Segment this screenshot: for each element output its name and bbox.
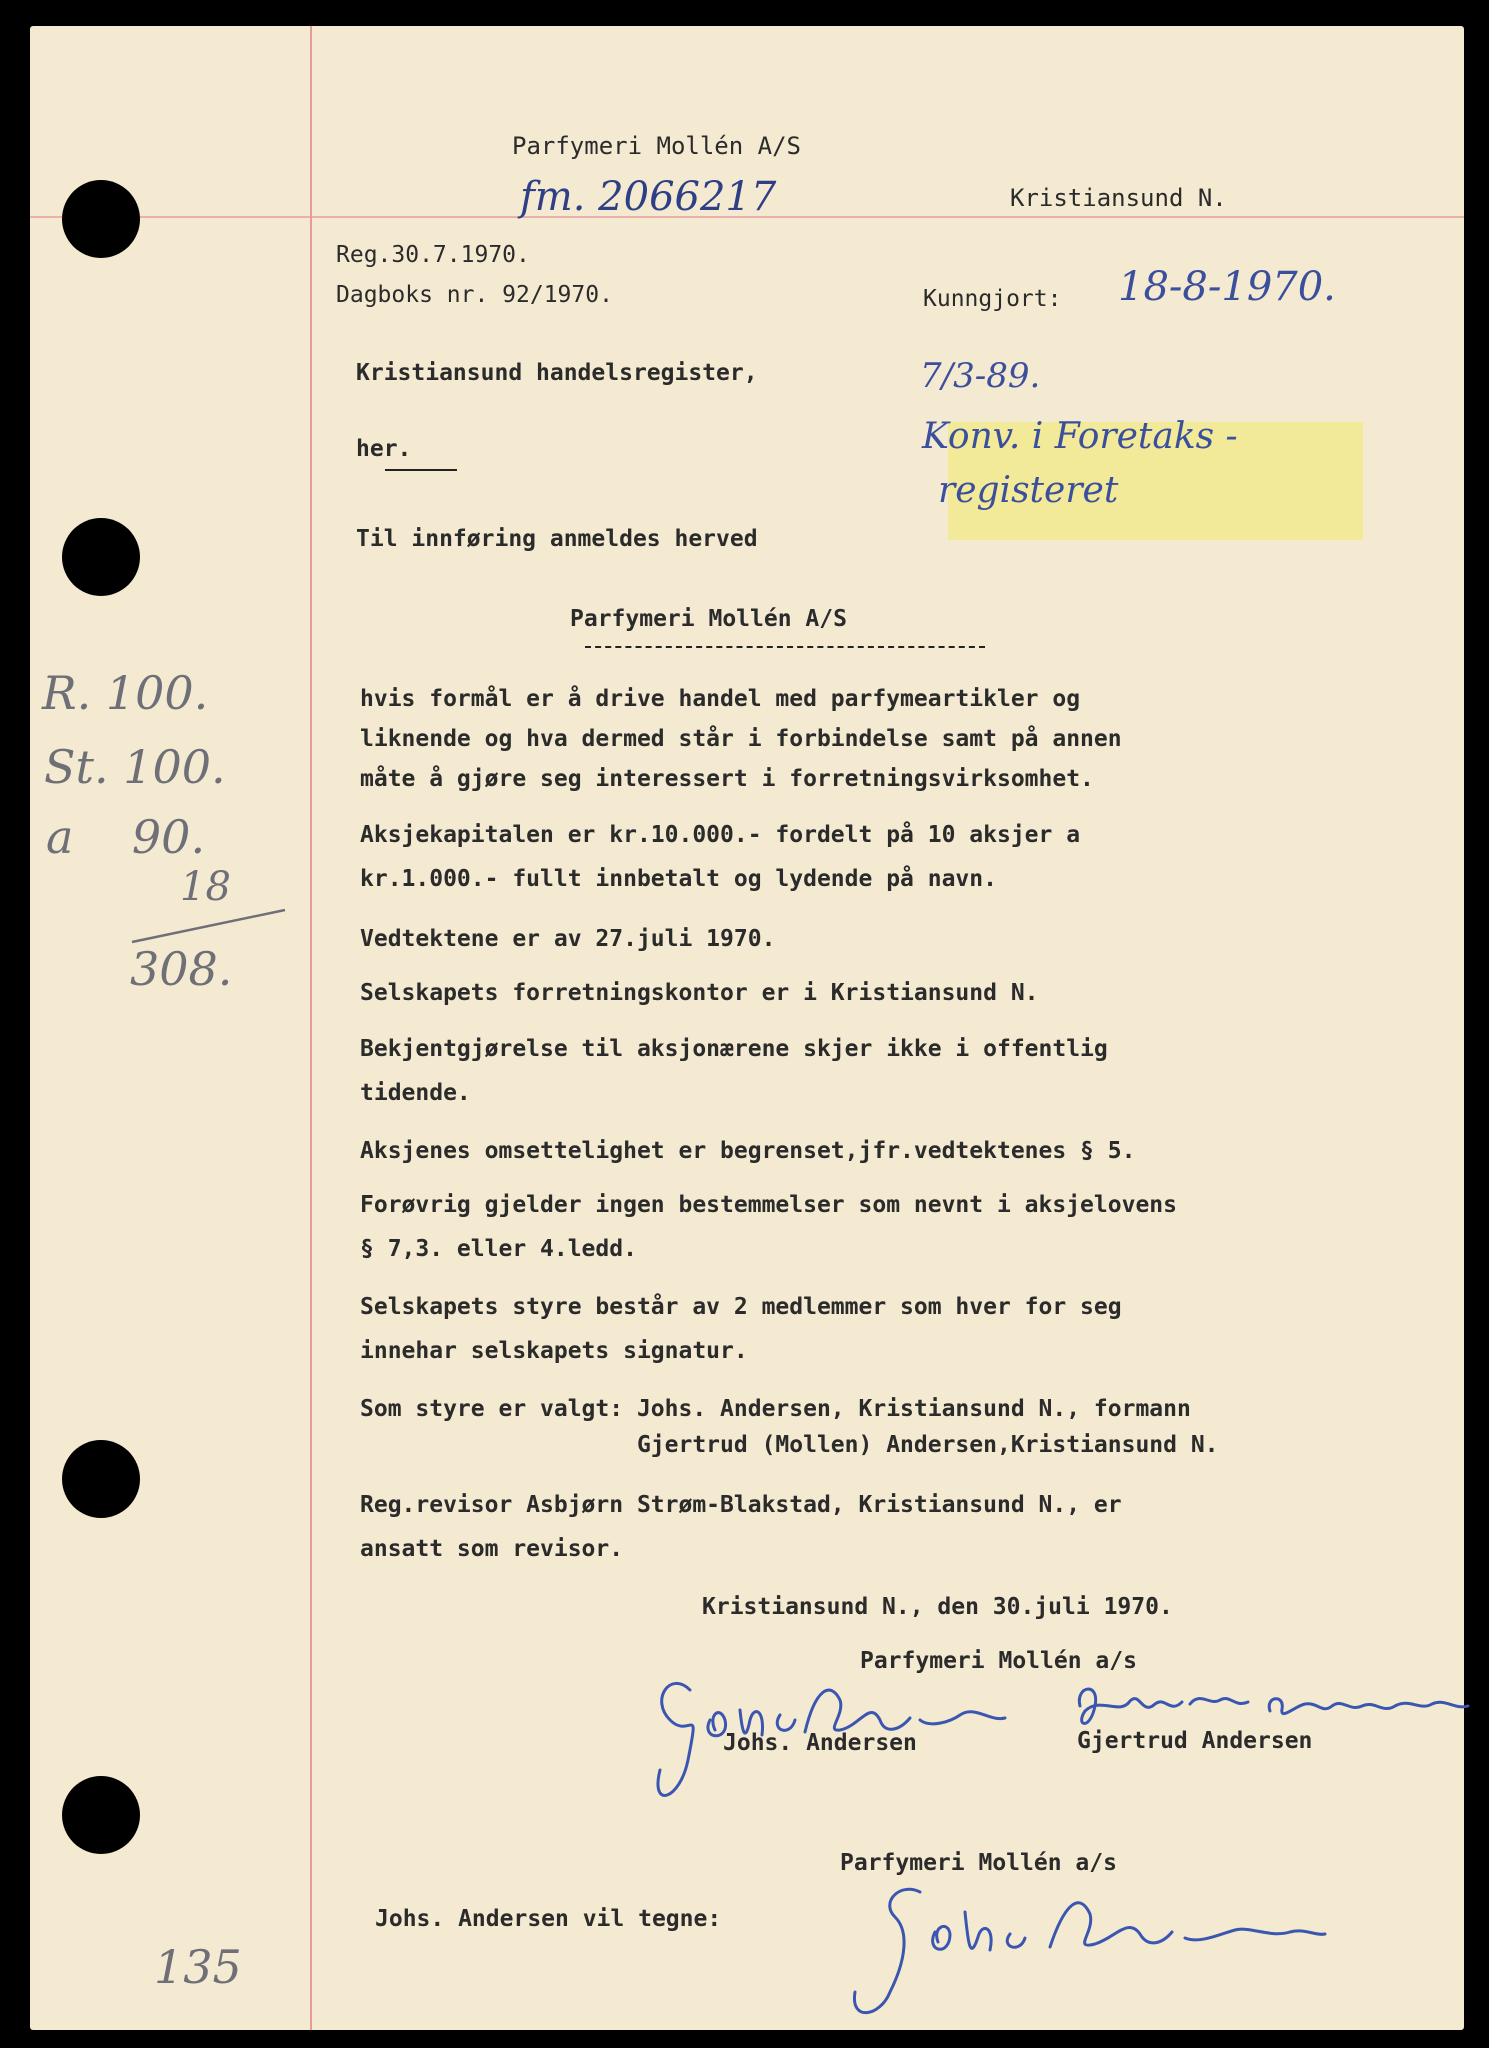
handwritten-ref: fm. 2066217 bbox=[520, 174, 777, 220]
margin-note-a: a 90. bbox=[46, 810, 206, 864]
body-line: Aksjenes omsettelighet er begrenset,jfr.vedtektenes § 5. bbox=[360, 1138, 1136, 1164]
signature-johs-andersen bbox=[630, 1660, 1100, 1810]
company-title: Parfymeri Mollén A/S bbox=[570, 606, 847, 632]
margin-note-r: R. 100. bbox=[42, 666, 209, 720]
header-city: Kristiansund N. bbox=[1010, 184, 1227, 212]
body-line: Reg.revisor Asbjørn Strøm-Blakstad, Kristiansund N., er bbox=[360, 1492, 1122, 1518]
body-line: Vedtektene er av 27.juli 1970. bbox=[360, 926, 776, 952]
body-line: Som styre er valgt: Johs. Andersen, Kristiansund N., formann bbox=[360, 1396, 1191, 1422]
signer-2-name: Gjertrud Andersen bbox=[1077, 1728, 1313, 1754]
reg-line: Reg.30.7.1970. bbox=[336, 242, 530, 268]
kunngjort-label: Kunngjort: bbox=[923, 286, 1062, 312]
sign-label: Johs. Andersen vil tegne: bbox=[375, 1906, 722, 1932]
recipient-underline bbox=[385, 469, 457, 471]
binder-hole bbox=[62, 1440, 140, 1518]
company-signature-2: Parfymeri Mollén a/s bbox=[840, 1850, 1117, 1876]
body-line: Bekjentgjørelse til aksjonærene skjer ikke i offentlig bbox=[360, 1036, 1108, 1062]
body-line: liknende og hva dermed står i forbindelse samt på annen bbox=[360, 726, 1122, 752]
margin-rule bbox=[310, 26, 312, 2030]
margin-note-18: 18 bbox=[180, 864, 231, 910]
annotation-line1: Konv. i Foretaks - bbox=[922, 416, 1238, 457]
body-line: måte å gjøre seg interessert i forretningsvirksomhet. bbox=[360, 766, 1094, 792]
intro-text: Til innføring anmeldes herved bbox=[356, 526, 758, 552]
title-dash-underline bbox=[585, 646, 985, 658]
kunngjort-date: 18-8-1970. bbox=[1118, 264, 1336, 310]
body-line: hvis formål er å drive handel med parfymeartikler og bbox=[360, 686, 1081, 712]
place-date: Kristiansund N., den 30.juli 1970. bbox=[702, 1594, 1173, 1620]
signature-gjertrud-andersen bbox=[1070, 1676, 1489, 1736]
signature-johs-andersen-2 bbox=[810, 1872, 1330, 2042]
margin-note-total: 308. bbox=[130, 942, 233, 996]
body-line: Gjertrud (Mollen) Andersen,Kristiansund N. bbox=[360, 1432, 1219, 1458]
body-line: ansatt som revisor. bbox=[360, 1536, 624, 1562]
binder-hole bbox=[62, 518, 140, 596]
recipient-line2: her. bbox=[356, 436, 412, 462]
annotation-line2: registeret bbox=[938, 470, 1119, 511]
recipient-line1: Kristiansund handelsregister, bbox=[356, 360, 758, 386]
header-company: Parfymeri Mollén A/S bbox=[512, 132, 801, 160]
body-line: § 7,3. eller 4.ledd. bbox=[360, 1236, 637, 1262]
body-line: Forøvrig gjelder ingen bestemmelser som nevnt i aksjelovens bbox=[360, 1192, 1177, 1218]
body-line: Aksjekapitalen er kr.10.000.- fordelt på 10 aksjer a bbox=[360, 822, 1081, 848]
body-line: kr.1.000.- fullt innbetalt og lydende på navn. bbox=[360, 866, 997, 892]
binder-hole bbox=[62, 1776, 140, 1854]
company-signature: Parfymeri Mollén a/s bbox=[860, 1648, 1137, 1674]
signer-1-name: Johs. Andersen bbox=[723, 1730, 917, 1756]
dagbok-line: Dagboks nr. 92/1970. bbox=[336, 282, 613, 308]
margin-note-st: St. 100. bbox=[44, 740, 226, 794]
body-line: Selskapets forretningskontor er i Kristiansund N. bbox=[360, 980, 1039, 1006]
page-number: 135 bbox=[154, 1940, 242, 1994]
body-line: Selskapets styre består av 2 medlemmer som hver for seg bbox=[360, 1294, 1122, 1320]
margin-sum-line bbox=[130, 906, 290, 946]
document-page bbox=[30, 26, 1464, 2030]
body-line: tidende. bbox=[360, 1080, 471, 1106]
binder-hole bbox=[62, 180, 140, 258]
body-line: innehar selskapets signatur. bbox=[360, 1338, 748, 1364]
annotation-date: 7/3-89. bbox=[920, 356, 1041, 396]
